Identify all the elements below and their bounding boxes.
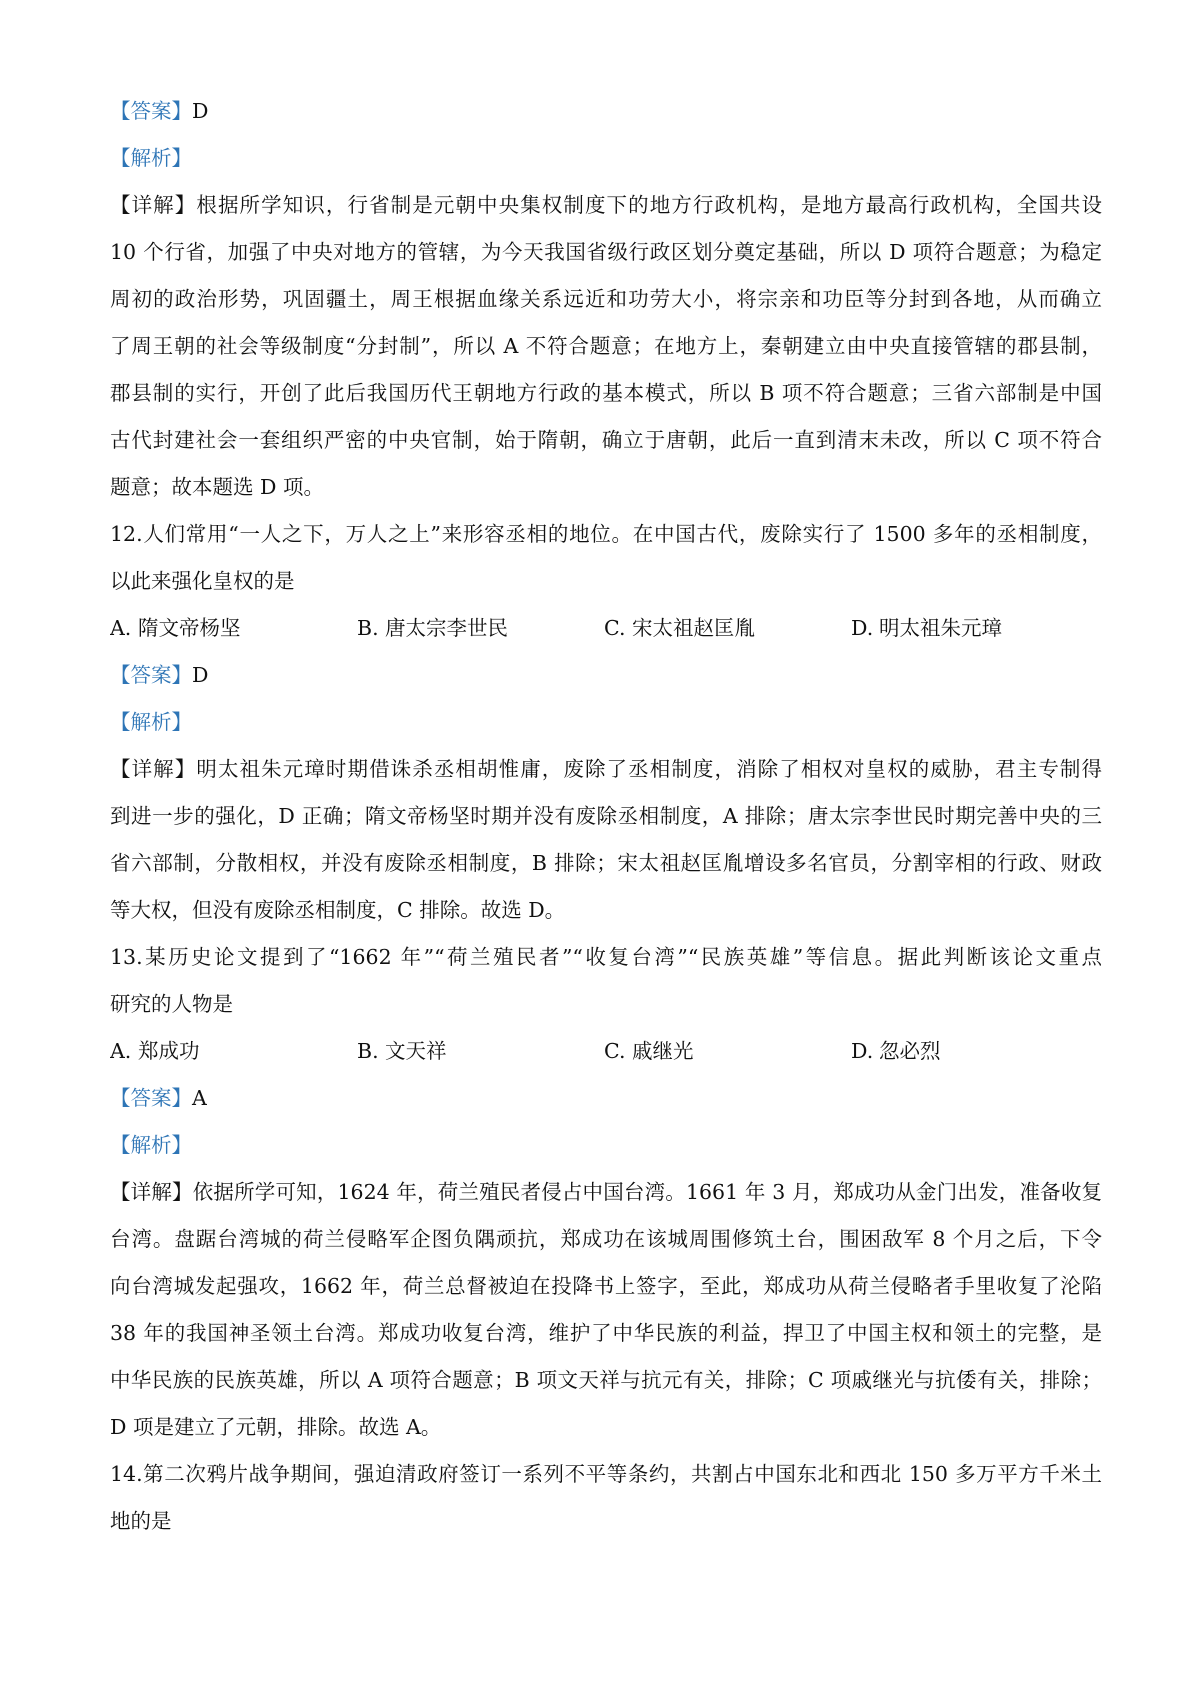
option-letter: B. <box>357 616 379 640</box>
q14-stem-text: 14.第二次鸦片战争期间，强迫清政府签订一系列不平等条约，共割占中国东北和西北 150 多万平方千米土 <box>110 1462 1102 1486</box>
analysis-tag: 【解析】 <box>110 1133 192 1157</box>
q11-detail-text: 10 个行省，加强了中央对地方的管辖，为今天我国省级行政区划分奠定基础，所以 D 项符合题意；为稳定 <box>110 240 1102 264</box>
q12-detail-text: 等大权，但没有废除丞相制度，C 排除。故选 D。 <box>110 898 566 922</box>
option-letter: C. <box>604 1039 626 1063</box>
q12-stem-text: 12.人们常用“一人之下，万人之上”来形容丞相的地位。在中国古代，废除实行了 1500 多年的丞相制度， <box>110 522 1102 546</box>
analysis-tag: 【解析】 <box>110 146 192 170</box>
q12-option-d <box>851 605 1002 652</box>
q11-detail-line <box>110 417 1102 464</box>
q11-detail-line <box>110 229 1102 276</box>
option-letter: D. <box>851 616 874 640</box>
q12-detail-text: 到进一步的强化，D 正确；隋文帝杨坚时期并没有废除丞相制度，A 排除；唐太宗李世民时期完善中央的三 <box>110 804 1102 828</box>
q13-detail-line <box>110 1216 1102 1263</box>
q13-option-c <box>604 1028 694 1075</box>
q12-options <box>110 605 1102 652</box>
q13-stem-text: 研究的人物是 <box>110 992 233 1016</box>
q13-detail-text: 向台湾城发起强攻，1662 年，荷兰总督被迫在投降书上签字，至此，郑成功从荷兰侵略者手里收复了沦陷 <box>110 1274 1102 1298</box>
q13-option-b <box>357 1028 447 1075</box>
option-letter: B. <box>357 1039 379 1063</box>
q13-detail-line <box>110 1310 1102 1357</box>
option-letter: A. <box>110 1039 132 1063</box>
q13-answer: A <box>192 1086 207 1110</box>
q11-analysis-line <box>110 135 1102 182</box>
q13-detail-line <box>110 1357 1102 1404</box>
detail-tag: 【详解】 <box>110 1180 193 1204</box>
q12-option-b <box>357 605 508 652</box>
option-text: 郑成功 <box>138 1039 200 1063</box>
q12-detail-line <box>110 840 1102 887</box>
option-text: 隋文帝杨坚 <box>138 616 241 640</box>
q13-option-a <box>110 1028 200 1075</box>
option-letter: D. <box>851 1039 874 1063</box>
q12-stem-text: 以此来强化皇权的是 <box>110 569 295 593</box>
q11-detail-line <box>110 464 1102 511</box>
q12-stem-line <box>110 511 1102 558</box>
q12-stem-line <box>110 558 1102 605</box>
q11-detail-line <box>110 370 1102 417</box>
q14-stem-line <box>110 1498 1102 1545</box>
q12-detail-line <box>110 793 1102 840</box>
option-text: 唐太宗李世民 <box>385 616 508 640</box>
q12-option-a <box>110 605 241 652</box>
q11-detail-text: 周初的政治形势，巩固疆土，周王根据血缘关系远近和功劳大小，将宗亲和功臣等分封到各地，从而确立 <box>110 287 1102 311</box>
q13-stem-line <box>110 981 1102 1028</box>
q12-option-c <box>604 605 755 652</box>
document-page <box>110 88 1102 1545</box>
q11-detail-line <box>110 323 1102 370</box>
q13-options <box>110 1028 1102 1075</box>
option-letter: C. <box>604 616 626 640</box>
q13-answer-line <box>110 1075 1102 1122</box>
q13-analysis-line <box>110 1122 1102 1169</box>
q11-detail-text: 古代封建社会一套组织严密的中央官制，始于隋朝，确立于唐朝，此后一直到清末未改，所以 C 项不符合 <box>110 428 1102 452</box>
q13-detail-text: 依据所学可知，1624 年，荷兰殖民者侵占中国台湾。1661 年 3 月，郑成功从金门出发，准备收复 <box>192 1180 1102 1204</box>
detail-tag: 【详解】 <box>110 193 197 217</box>
q13-detail-text: 台湾。盘踞台湾城的荷兰侵略军企图负隅顽抗，郑成功在该城周围修筑土台，围困敌军 8 个月之后，下令 <box>110 1227 1102 1251</box>
q11-answer: D <box>192 99 209 123</box>
q12-detail-text: 明太祖朱元璋时期借诛杀丞相胡惟庸，废除了丞相制度，消除了相权对皇权的威胁，君主专制得 <box>196 757 1102 781</box>
option-text: 戚继光 <box>632 1039 694 1063</box>
q13-stem-text: 13.某历史论文提到了“1662 年”“荷兰殖民者”“收复台湾”“民族英雄”等信息。据此判断该论文重点 <box>110 945 1102 969</box>
q11-detail-text: 根据所学知识，行省制是元朝中央集权制度下的地方行政机构，是地方最高行政机构，全国共设 <box>196 193 1102 217</box>
q11-detail-text: 题意；故本题选 D 项。 <box>110 475 324 499</box>
q11-detail-text: 郡县制的实行，开创了此后我国历代王朝地方行政的基本模式，所以 B 项不符合题意；三省六部制是中国 <box>110 381 1102 405</box>
q12-detail-line <box>110 887 1102 934</box>
analysis-tag: 【解析】 <box>110 710 192 734</box>
q14-stem-line <box>110 1451 1102 1498</box>
q11-answer-line <box>110 88 1102 135</box>
q12-answer: D <box>192 663 209 687</box>
q13-detail-line <box>110 1169 1102 1216</box>
q13-stem-line <box>110 934 1102 981</box>
answer-tag: 【答案】 <box>110 99 192 123</box>
option-letter: A. <box>110 616 132 640</box>
option-text: 宋太祖赵匡胤 <box>632 616 755 640</box>
option-text: 明太祖朱元璋 <box>879 616 1002 640</box>
q11-detail-text: 了周王朝的社会等级制度“分封制”，所以 A 不符合题意；在地方上，秦朝建立由中央直接管辖的郡县制， <box>110 334 1102 358</box>
q13-option-d <box>851 1028 941 1075</box>
option-text: 忽必烈 <box>879 1039 941 1063</box>
answer-tag: 【答案】 <box>110 663 192 687</box>
q13-detail-line <box>110 1404 1102 1451</box>
answer-tag: 【答案】 <box>110 1086 192 1110</box>
q13-detail-text: 中华民族的民族英雄，所以 A 项符合题意；B 项文天祥与抗元有关，排除；C 项戚继光与抗倭有关，排除； <box>110 1368 1102 1392</box>
q14-stem-text: 地的是 <box>110 1509 172 1533</box>
q11-detail-line <box>110 182 1102 229</box>
q12-detail-text: 省六部制，分散相权，并没有废除丞相制度，B 排除；宋太祖赵匡胤增设多名官员，分割宰相的行政、财政 <box>110 851 1102 875</box>
q12-detail-line <box>110 746 1102 793</box>
q12-analysis-line <box>110 699 1102 746</box>
q11-detail-line <box>110 276 1102 323</box>
q13-detail-line <box>110 1263 1102 1310</box>
q13-detail-text: 38 年的我国神圣领土台湾。郑成功收复台湾，维护了中华民族的利益，捍卫了中国主权和领土的完整，是 <box>110 1321 1102 1345</box>
option-text: 文天祥 <box>385 1039 447 1063</box>
q12-answer-line <box>110 652 1102 699</box>
q13-detail-text: D 项是建立了元朝，排除。故选 A。 <box>110 1415 442 1439</box>
detail-tag: 【详解】 <box>110 757 197 781</box>
